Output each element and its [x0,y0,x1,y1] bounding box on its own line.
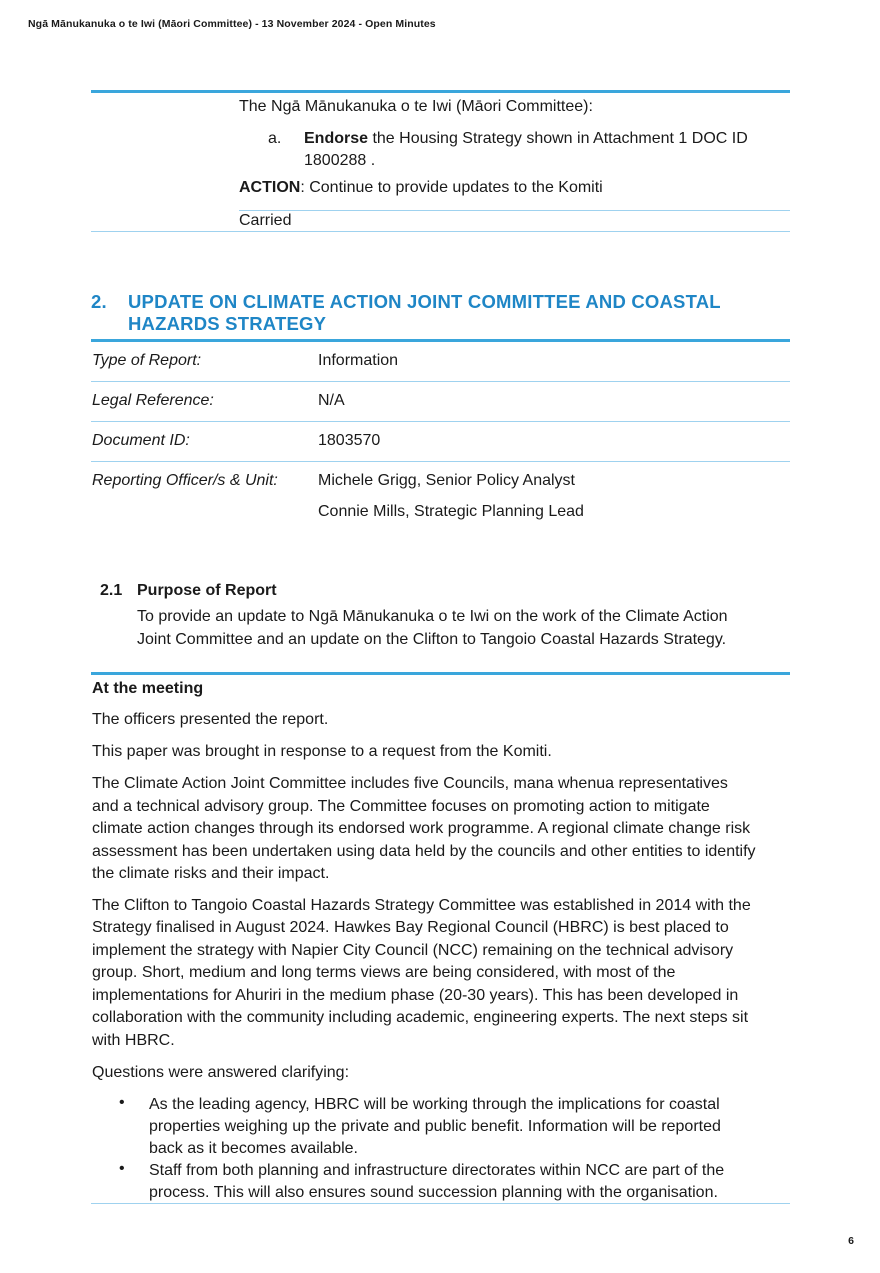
bullet-icon: • [119,1094,125,1111]
report-field-label: Reporting Officer/s & Unit: [92,472,278,489]
section-title-line2: HAZARDS STRATEGY [128,313,327,334]
resolution-item-marker: a. [268,130,282,147]
resolution-item-line2: 1800288 . [304,152,376,169]
divider [91,90,790,93]
purpose-text: Joint Committee and an update on the Clifton to Tangoio Coastal Hazards Strategy. [137,631,727,648]
section-title-line1: UPDATE ON CLIMATE ACTION JOINT COMMITTEE AND COASTAL [128,291,721,312]
divider [91,461,790,462]
subsection-number: 2.1 [100,582,123,599]
meeting-paragraph-line: collaboration with the community including academic, engineering experts. The next steps sit [92,1009,749,1026]
meeting-paragraph-line: the climate risks and their impact. [92,865,330,882]
report-field-label: Legal Reference: [92,392,214,409]
meeting-paragraph-line: assessment has been undertaken using data held by the councils and other entities to identify [92,843,756,860]
report-field-value: Information [318,352,399,369]
action-label: ACTION [239,179,301,196]
purpose-text: To provide an update to Ngā Mānukanuka o te Iwi on the work of the Climate Action [137,608,728,625]
meeting-paragraph-line: and a technical advisory group. The Committee focuses on promoting action to mitigate [92,798,710,815]
section-number: 2. [91,291,107,312]
divider [91,421,790,422]
report-field-value: N/A [318,392,345,409]
resolution-status: Carried [239,212,292,229]
meeting-paragraph-line: The Clifton to Tangoio Coastal Hazards Strategy Committee was established in 2014 with the [92,897,751,914]
subsection-title: Purpose of Report [137,582,277,599]
meeting-paragraph-line: implement the strategy with Napier City Council (NCC) remaining on the technical advisory [92,942,734,959]
report-field-label: Type of Report: [92,352,202,369]
divider [91,381,790,382]
meeting-paragraph-line: Strategy finalised in August 2024. Hawkes Bay Regional Council (HBRC) is best placed to [92,919,729,936]
divider [91,339,790,342]
resolution-item-verb: Endorse [304,130,369,147]
bullet-item-line: Staff from both planning and infrastructure directorates within NCC are part of the [149,1162,725,1179]
report-field-value-2: Connie Mills, Strategic Planning Lead [318,503,584,520]
meeting-paragraph-line: The Climate Action Joint Committee includes five Councils, mana whenua representatives [92,775,728,792]
meeting-paragraph-line: with HBRC. [92,1032,175,1049]
divider [91,672,790,675]
report-field-value: 1803570 [318,432,381,449]
document-header: Ngā Mānukanuka o te Iwi (Māori Committee) - 13 November 2024 - Open Minutes [28,18,436,30]
report-field-value: Michele Grigg, Senior Policy Analyst [318,472,575,489]
divider [239,210,790,211]
bullet-item-line: process. This will also ensures sound succession planning with the organisation. [149,1184,718,1201]
meeting-paragraph-line: climate action changes through its endorsed work programme. A regional climate change risk [92,820,751,837]
meeting-paragraph: This paper was brought in response to a request from the Komiti. [92,743,552,760]
divider [91,231,790,232]
resolution-item [304,128,748,150]
action-text: : Continue to provide updates to the Komiti [300,179,603,196]
report-field-label: Document ID: [92,432,190,449]
divider [91,1203,790,1204]
bullet-item-line: back as it becomes available. [149,1140,358,1157]
bullet-item-line: properties weighing up the private and public benefit. Information will be reported [149,1118,721,1135]
bullet-icon: • [119,1160,125,1177]
meeting-paragraph-line: group. Short, medium and long terms views are being considered, with most of the [92,964,676,981]
resolution-item-text: the Housing Strategy shown in Attachment 1 DOC ID [368,130,748,147]
resolution-action [239,177,603,199]
meeting-paragraph: The officers presented the report. [92,711,329,728]
resolution-intro: The Ngā Mānukanuka o te Iwi (Māori Committee): [239,98,593,115]
page-number: 6 [848,1235,854,1247]
bullet-item-line: As the leading agency, HBRC will be working through the implications for coastal [149,1096,720,1113]
meeting-paragraph-line: implementations for Ahuriri in the medium phase (20-30 years). This has been developed in [92,987,739,1004]
meeting-heading: At the meeting [92,680,204,697]
meeting-paragraph: Questions were answered clarifying: [92,1064,350,1081]
